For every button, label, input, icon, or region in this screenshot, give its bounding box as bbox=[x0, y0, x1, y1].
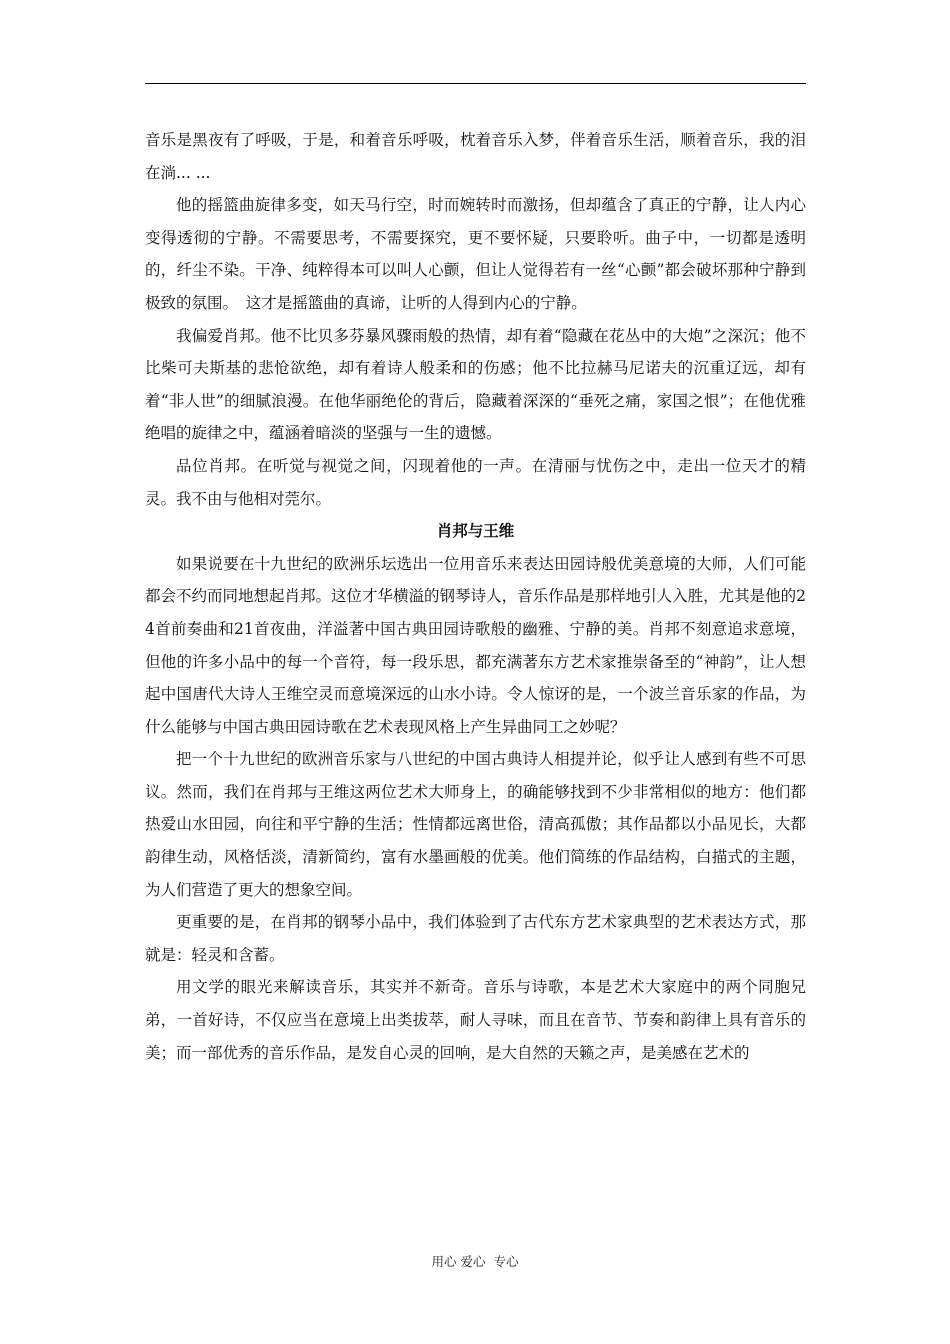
paragraph: 音乐是黑夜有了呼吸，于是，和着音乐呼吸，枕着音乐入梦，伴着音乐生活，顺着音乐，我的泪在淌... ... bbox=[145, 131, 806, 182]
paragraph: 更重要的是，在肖邦的钢琴小品中，我们体验到了古代东方艺术家典型的艺术表达方式，那就是：轻灵和含蓄。 bbox=[145, 913, 806, 964]
paragraph: 如果说要在十九世纪的欧洲乐坛选出一位用音乐来表达田园诗般优美意境的大师，人们可能都会不约而同地想起肖邦。这位才华横溢的钢琴诗人，音乐作品是那样地引人入胜，尤其是他的24首前奏曲和21首夜曲，洋溢著中国古典田园诗歌般的幽雅、宁静的美。肖邦不刻意追求意境，但他的许多小品中的每一个音符，每一段乐思，都充满著东方艺术家推崇备至的“神韵”，让人想起中国唐代大诗人王维空灵而意境深远的山水小诗。令人惊讶的是，一个波兰音乐家的作品，为什么能够与中国古典田园诗歌在艺术表现风格上产生异曲同工之妙呢？ bbox=[145, 554, 806, 736]
section-title: 肖邦与王维 bbox=[436, 522, 515, 541]
document-body bbox=[145, 124, 806, 1069]
paragraph: 品位肖邦。在听觉与视觉之间，闪现着他的一声。在清丽与忧伤之中，走出一位天才的精灵。我不由与他相对莞尔。 bbox=[145, 456, 806, 508]
paragraph: 用文学的眼光来解读音乐，其实并不新奇。音乐与诗歌，本是艺术大家庭中的两个同胞兄弟，一首好诗，不仅应当在意境上出类拔萃，耐人寻味，而且在音节、节奏和韵律上具有音乐的美；而一部优秀的音乐作品，是发自心灵的回响，是大自然的天籁之声，是美感在艺术的 bbox=[145, 978, 806, 1062]
paragraph: 把一个十九世纪的欧洲音乐家与八世纪的中国古典诗人相提并论，似乎让人感到有些不可思议。然而，我们在肖邦与王维这两位艺术大师身上，的确能够找到不少非常相似的地方：他们都热爱山水田园，向往和平宁静的生活；性情都远离世俗，清高孤傲；其作品都以小品见长，大都韵律生动，风格恬淡，清新简约，富有水墨画般的优美。他们简练的作品结构，白描式的主题，为人们营造了更大的想象空间。 bbox=[145, 750, 806, 899]
paragraph: 他的摇篮曲旋律多变，如天马行空，时而婉转时而激扬，但却蕴含了真正的宁静，让人内心变得透彻的宁静。不需要思考，不需要探究，更不要怀疑，只要聆听。曲子中，一切都是透明的，纤尘不染。干净、纯粹得本可以叫人心颤，但让人觉得若有一丝“心颤”都会破坏那种宁静到极致的氛围。 这才是摇篮曲的真谛，让听的人得到内心的宁静。 bbox=[145, 196, 806, 312]
page-footer: 用心 爱心 专心 bbox=[431, 1254, 519, 1269]
paragraph: 我偏爱肖邦。他不比贝多芬暴风骤雨般的热情，却有着“隐藏在花丛中的大炮”之深沉；他不比柴可夫斯基的悲怆欲绝，却有着诗人般柔和的伤感；他不比拉赫马尼诺夫的沉重辽远，却有着“非人世”的细腻浪漫。在他华丽绝伦的背后，隐藏着深深的“垂死之痛，家国之恨”；在他优雅绝唱的旋律之中，蕴涵着暗淡的坚强与一生的遗憾。 bbox=[145, 326, 806, 443]
header-rule bbox=[145, 83, 806, 84]
